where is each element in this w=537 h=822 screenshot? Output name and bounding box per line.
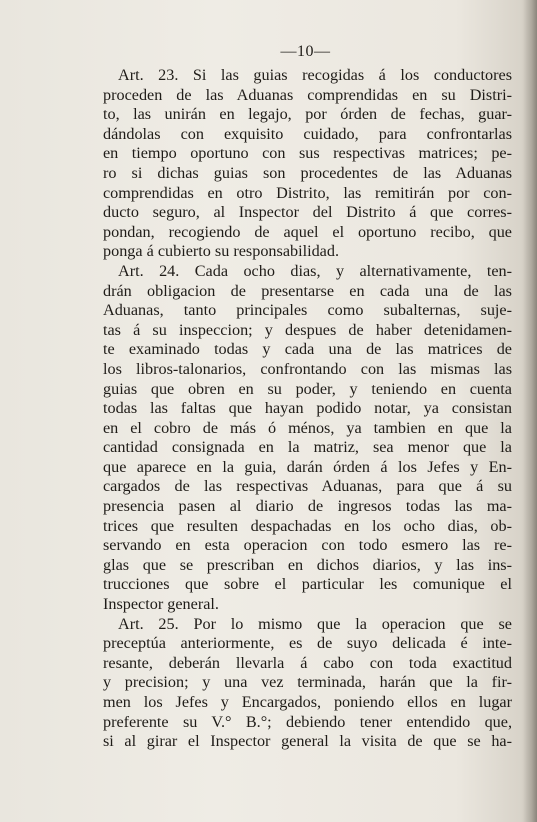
text-line: y precision; y una vez terminada, harán que la fir- (103, 673, 512, 692)
text-line: servando en esta operacion con todo esmero las re- (103, 536, 512, 555)
text-line: si al girar el Inspector general la visita de que se ha- (103, 732, 512, 751)
text-line: en el cobro de más ó ménos, ya tambien en que la (103, 418, 512, 437)
text-line: ponga á cubierto su responsabilidad. (103, 242, 340, 261)
text-line: pondan, recogiendo de aquel el oportuno recibo, que (103, 222, 512, 241)
text-line: guias que obren en su poder, y teniendo en cuenta (103, 379, 512, 398)
text-line: drán obligacion de presentarse en cada una de las (103, 281, 512, 300)
text-line: men los Jefes y Encargados, poniendo ellos en lugar (103, 693, 512, 711)
text-line: to, las unirán en legajo, por órden de fechas, guar- (103, 105, 512, 124)
text-line: todas las faltas que hayan podido notar, ya consistan (103, 399, 512, 418)
text-line: resante, deberán llevarla á cabo con toda exactitud (103, 653, 512, 672)
text-line: ducto seguro, al Inspector del Distrito á que corres- (103, 203, 512, 222)
page-number: —10— (280, 43, 331, 60)
text-line: Inspector general. (103, 595, 219, 614)
text-line: ro si dichas guias son procedentes de las Aduanas (103, 163, 512, 182)
text-line: tas á su inspeccion; y despues de haber detenidamen- (103, 320, 512, 339)
text-line: presencia pasen al diario de ingresos todas las ma- (103, 497, 512, 516)
text-line: Art. 25. Por lo mismo que la operacion que se (118, 614, 512, 633)
text-line: trices que resulten despachadas en los ocho dias, ob- (103, 516, 512, 535)
text-line: proceden de las Aduanas comprendidas en su Distri- (103, 85, 512, 104)
text-line: que aparece en la guia, darán órden á los Jefes y En- (103, 457, 512, 476)
text-line: Art. 24. Cada ocho dias, y alternativamente, ten- (118, 261, 512, 280)
text-line: comprendidas en otro Distrito, las remitirán por con- (103, 183, 512, 202)
text-line: en tiempo oportuno con sus respectivas matrices; pe- (103, 144, 512, 163)
text-line: preceptúa anteriormente, es de suyo delicada é inte- (103, 634, 512, 653)
page-edge-shadow (523, 0, 537, 822)
text-line: preferente su V.° B.°; debiendo tener entendido que, (103, 712, 512, 731)
text-line: Aduanas, tanto principales como subalternas, suje- (103, 301, 512, 320)
text-line: cantidad consignada en la matriz, sea menor que la (103, 438, 512, 457)
body-text (103, 66, 512, 752)
text-line: te examinado todas y cada una de las matrices de (103, 340, 512, 359)
text-line: los libros-talonarios, confrontando con las mismas las (103, 359, 512, 378)
text-line: dándolas con exquisito cuidado, para confrontarlas (103, 124, 512, 143)
text-line: cargados de las respectivas Aduanas, para que á su (103, 477, 512, 496)
text-line: glas que se prescriban en dichos diarios, y las ins- (103, 555, 512, 574)
text-line: trucciones que sobre el particular les comunique el (103, 575, 512, 594)
text-line: Art. 23. Si las guias recogidas á los conductores (118, 66, 512, 84)
